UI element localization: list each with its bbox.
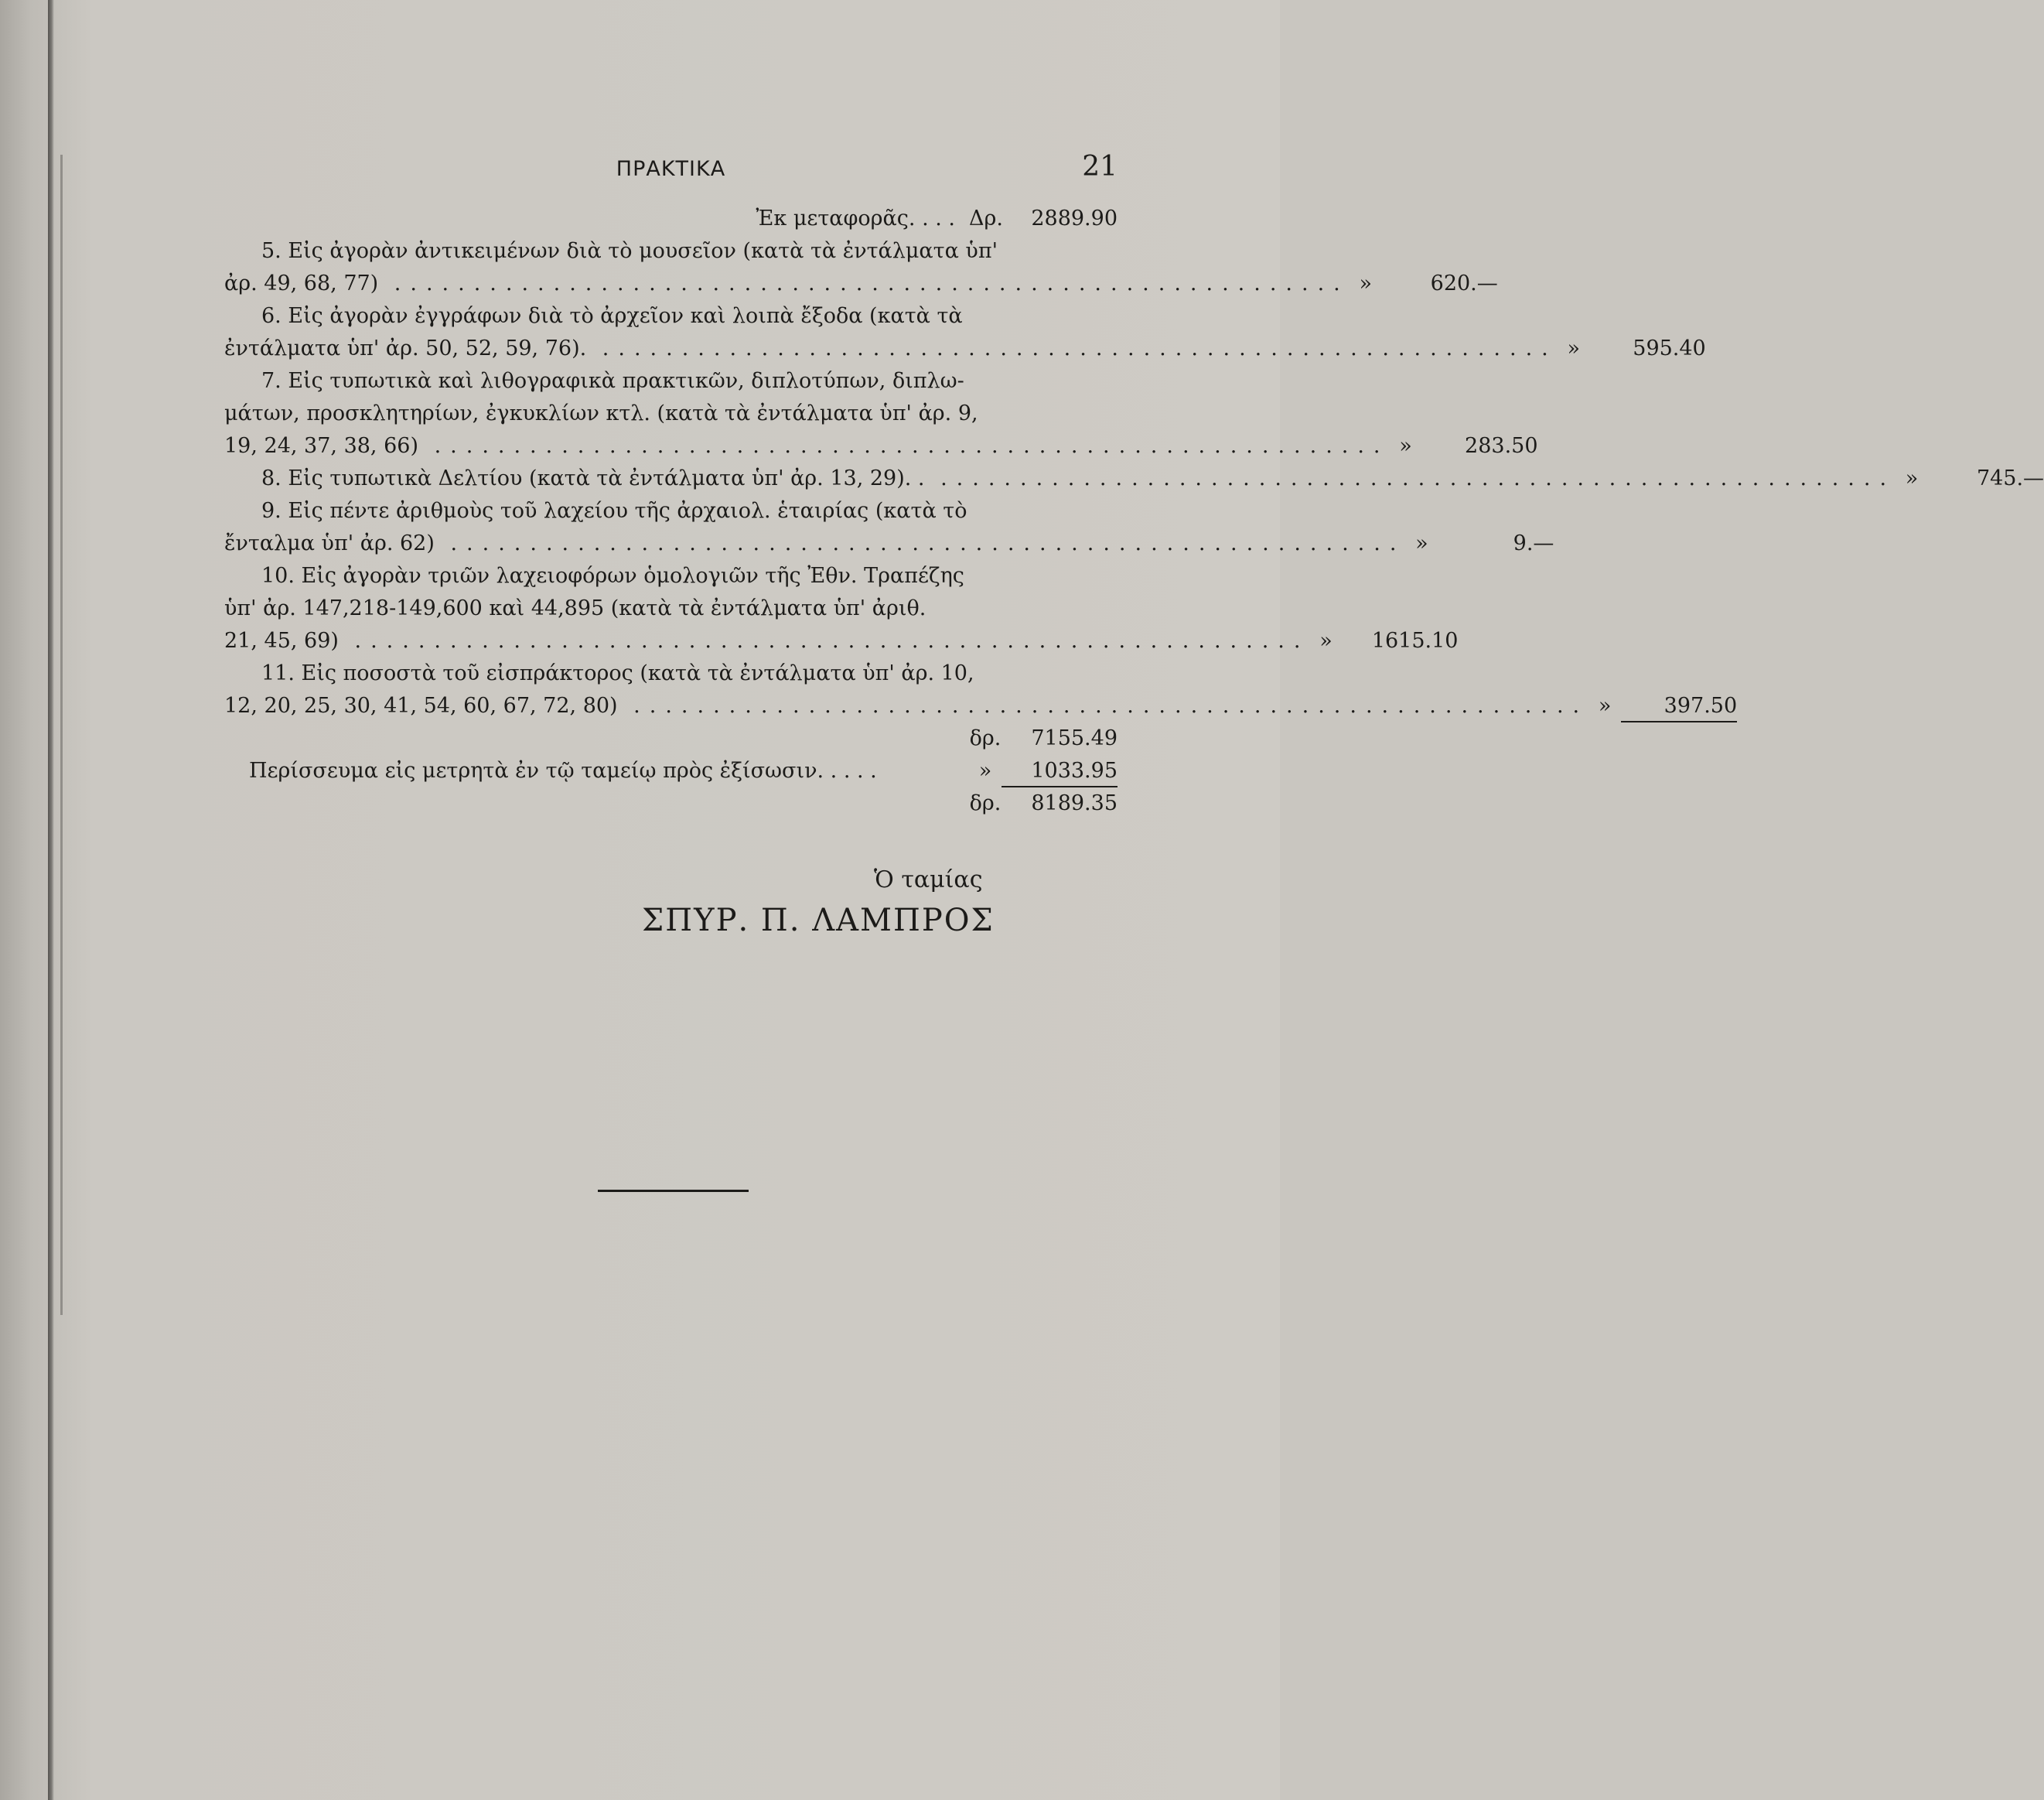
grand-total-amount: 8189.35 [1031,791,1118,815]
carry-forward-currency: Δρ. [969,207,1003,231]
leader-dots: ............................................................ [924,466,1896,490]
grand-total-row [224,787,1118,820]
subtotal-amount: 7155.49 [1031,726,1118,750]
item-amount-line [224,528,1554,560]
binding-edge [60,155,63,1315]
ditto-mark: » [1905,466,1919,490]
ledger-item [224,463,2044,495]
item-text: 9. Εἰς πέντε ἀριθμοὺς τοῦ λαχείου τῆς ἀρχαιολ. ἑταιρίας (κατὰ τὸ [261,499,967,523]
carry-forward-row [224,203,1118,235]
item-text: ἔνταλμα ὑπ' ἀρ. 62) [224,531,435,555]
ditto-mark: » [1399,434,1412,458]
grand-total-currency: δρ. [969,791,1002,815]
ditto-mark: » [1567,336,1581,360]
item-text: 5. Εἰς ἀγορὰν ἀντικειμένων διὰ τὸ μουσεῖον (κατὰ τὰ ἐντάλματα ὑπ' [261,239,998,263]
subtotal-currency: δρ. [969,726,1002,750]
item-line [224,495,1118,528]
signature-name: ΣΠΥΡ. Π. ΛΑΜΠΡΟΣ [642,903,995,938]
item-line [224,657,1118,690]
item-line [224,560,1118,593]
item-text: ὑπ' ἀρ. 147,218-149,600 καὶ 44,895 (κατὰ τὰ ἐντάλματα ὑπ' ἀριθ. [224,596,926,620]
item-amount: 397.50 [1621,692,1737,722]
ditto-mark: » [1415,531,1428,555]
item-line [224,300,1118,333]
item-amount: 595.40 [1633,336,1706,360]
item-amount: 283.50 [1465,434,1538,458]
leader-dots: ............................................................ [378,272,1350,295]
item-amount-line [224,625,1459,657]
leader-dots: ............................................................ [338,629,1310,653]
ledger-item [224,560,1459,657]
ditto-mark: » [1598,694,1612,718]
item-amount: 745.— [1976,466,2044,490]
ditto-mark: » [1359,272,1373,295]
ditto-mark: » [1319,629,1333,653]
item-amount-line [224,463,2044,495]
item-text: 19, 24, 37, 38, 66) [224,434,418,458]
surplus-amount: 1033.95 [1002,757,1118,787]
item-text: 12, 20, 25, 30, 41, 54, 60, 67, 72, 80) [224,694,618,718]
leader-dots: ............................................................ [586,336,1558,360]
item-line [224,235,1118,268]
item-text: 11. Εἰς ποσοστὰ τοῦ εἰσπράκτορος (κατὰ τὰ ἐντάλματα ὑπ' ἀρ. 10, [261,661,974,685]
item-text: 10. Εἰς ἀγορὰν τριῶν λαχειοφόρων ὁμολογιῶν τῆς Ἐθν. Τραπέζης [261,564,964,588]
signature-block [642,866,995,938]
subtotal-row [224,722,1118,755]
surplus-row [224,755,1118,787]
item-line [224,593,1118,625]
item-amount-line [224,430,1538,463]
ledger-item [224,235,1498,300]
leader-dots: ............................................................ [434,531,1406,555]
item-text: 6. Εἰς ἀγορὰν ἐγγράφων διὰ τὸ ἀρχεῖον καὶ λοιπὰ ἔξοδα (κατὰ τὰ [261,304,963,328]
binding-shadow [48,0,54,1800]
page-header [224,151,1118,186]
ledger-items [224,235,2044,722]
ledger-item [224,495,1554,560]
item-amount-line [224,690,1738,722]
surplus-label: Περίσσευμα εἰς μετρητὰ ἐν τῷ ταμείῳ πρὸς ἐξίσωσιν. . . . . [249,759,877,783]
expense-ledger [224,203,2044,820]
surplus-mark: » [978,759,992,783]
item-text: ἐντάλματα ὑπ' ἀρ. 50, 52, 59, 76). [224,336,587,360]
item-line [224,365,1118,398]
item-line [224,398,1118,430]
item-amount-line [224,333,1706,365]
item-text: 8. Εἰς τυπωτικὰ Δελτίου (κατὰ τὰ ἐντάλματα ὑπ' ἀρ. 13, 29). . [261,466,925,490]
item-amount: 9.— [1513,531,1554,555]
ledger-item [224,657,1738,722]
item-amount: 1615.10 [1371,629,1459,653]
item-text: ἀρ. 49, 68, 77) [224,272,379,295]
running-head: ΠΡΑΚΤΙΚΑ [616,157,726,181]
item-text: 7. Εἰς τυπωτικὰ καὶ λιθογραφικὰ πρακτικῶν, διπλοτύπων, διπλω- [261,369,964,393]
ledger-item [224,365,1538,463]
page-number: 21 [1082,151,1118,183]
ledger-item [224,300,1706,365]
item-text: 21, 45, 69) [224,629,339,653]
end-rule [598,1190,749,1192]
item-text: μάτων, προσκλητηρίων, ἐγκυκλίων κτλ. (κατὰ τὰ ἐντάλματα ὑπ' ἀρ. 9, [224,401,978,425]
item-amount: 620.— [1430,272,1498,295]
leader-dots: ............................................................ [617,694,1589,718]
signature-role: Ὁ ταμίας [874,866,983,893]
carry-forward-amount: 2889.90 [1031,207,1118,231]
carry-forward-label: Ἐκ μεταφορᾶς. . . . [756,207,955,231]
item-amount-line [224,268,1498,300]
leader-dots: ............................................................ [418,434,1390,458]
